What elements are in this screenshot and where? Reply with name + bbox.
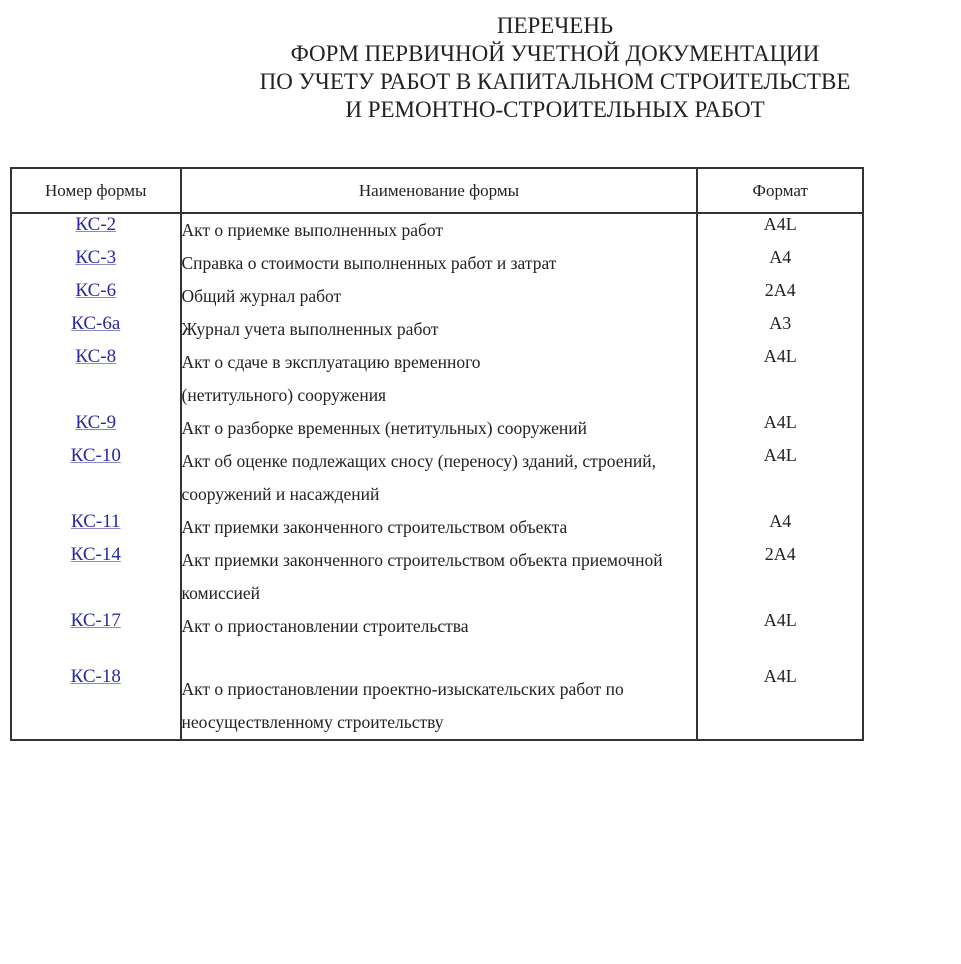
forms-table bbox=[10, 167, 864, 741]
form-link-ks-9[interactable]: КС-9 bbox=[75, 412, 117, 433]
form-format: A4L bbox=[697, 412, 863, 445]
form-format: 2A4 bbox=[697, 544, 863, 610]
form-format: 2A4 bbox=[697, 280, 863, 313]
form-link-ks-11[interactable]: КС-11 bbox=[71, 511, 121, 532]
table-row bbox=[11, 445, 863, 511]
form-link-ks-8[interactable]: КС-8 bbox=[75, 346, 117, 367]
table-row bbox=[11, 280, 863, 313]
form-link-ks-3[interactable]: КС-3 bbox=[75, 247, 117, 268]
form-format: A4 bbox=[697, 511, 863, 544]
form-name: Акт об оценке подлежащих сносу (переносу) зданий, строений, сооружений и насаждений bbox=[181, 445, 698, 511]
form-format: A4L bbox=[697, 643, 863, 740]
form-link-ks-18[interactable]: КС-18 bbox=[70, 666, 121, 687]
form-format: A4 bbox=[697, 247, 863, 280]
table-row bbox=[11, 313, 863, 346]
form-name: Акт о приемке выполненных работ bbox=[181, 213, 698, 247]
form-name: Акт о приостановлении проектно-изыскательских работ по неосуществленному строительству bbox=[181, 643, 698, 740]
form-link-ks-17[interactable]: КС-17 bbox=[70, 610, 121, 631]
title-line-4: И РЕМОНТНО-СТРОИТЕЛЬНЫХ РАБОТ bbox=[345, 97, 765, 122]
form-format: A4L bbox=[697, 445, 863, 511]
title-line-3: ПО УЧЕТУ РАБОТ В КАПИТАЛЬНОМ СТРОИТЕЛЬСТВЕ bbox=[259, 69, 851, 94]
form-link-ks-6[interactable]: КС-6 bbox=[75, 280, 117, 301]
form-name: Журнал учета выполненных работ bbox=[181, 313, 698, 346]
form-format: A4L bbox=[697, 213, 863, 247]
form-link-ks-14[interactable]: КС-14 bbox=[70, 544, 121, 565]
header-format: Формат bbox=[697, 168, 863, 213]
table-row bbox=[11, 511, 863, 544]
form-format: A4L bbox=[697, 610, 863, 643]
page-title bbox=[120, 12, 961, 124]
form-link-ks-2[interactable]: КС-2 bbox=[75, 214, 117, 235]
form-link-ks-10[interactable]: КС-10 bbox=[70, 445, 121, 466]
title-line-2: ФОРМ ПЕРВИЧНОЙ УЧЕТНОЙ ДОКУМЕНТАЦИИ bbox=[290, 41, 820, 66]
title-line-1: ПЕРЕЧЕНЬ bbox=[496, 13, 614, 38]
form-name: Акт о приостановлении строительства bbox=[181, 610, 698, 643]
table-row bbox=[11, 213, 863, 247]
table-row bbox=[11, 247, 863, 280]
table-row bbox=[11, 610, 863, 643]
form-format: A3 bbox=[697, 313, 863, 346]
table-row bbox=[11, 412, 863, 445]
form-name: Акт приемки законченного строительством объекта приемочной комиссией bbox=[181, 544, 698, 610]
form-name: Акт о разборке временных (нетитульных) сооружений bbox=[181, 412, 698, 445]
table-row bbox=[11, 346, 863, 412]
table-header-row bbox=[11, 168, 863, 213]
table-row bbox=[11, 544, 863, 610]
header-form-name: Наименование формы bbox=[181, 168, 698, 213]
header-form-number: Номер формы bbox=[11, 168, 181, 213]
form-format: A4L bbox=[697, 346, 863, 412]
form-name: Справка о стоимости выполненных работ и затрат bbox=[181, 247, 698, 280]
form-link-ks-6a[interactable]: КС-6а bbox=[71, 313, 121, 334]
form-name: Акт о сдаче в эксплуатацию временного (нетитульного) сооружения bbox=[181, 346, 698, 412]
form-name: Акт приемки законченного строительством объекта bbox=[181, 511, 698, 544]
table-row bbox=[11, 643, 863, 740]
form-name: Общий журнал работ bbox=[181, 280, 698, 313]
